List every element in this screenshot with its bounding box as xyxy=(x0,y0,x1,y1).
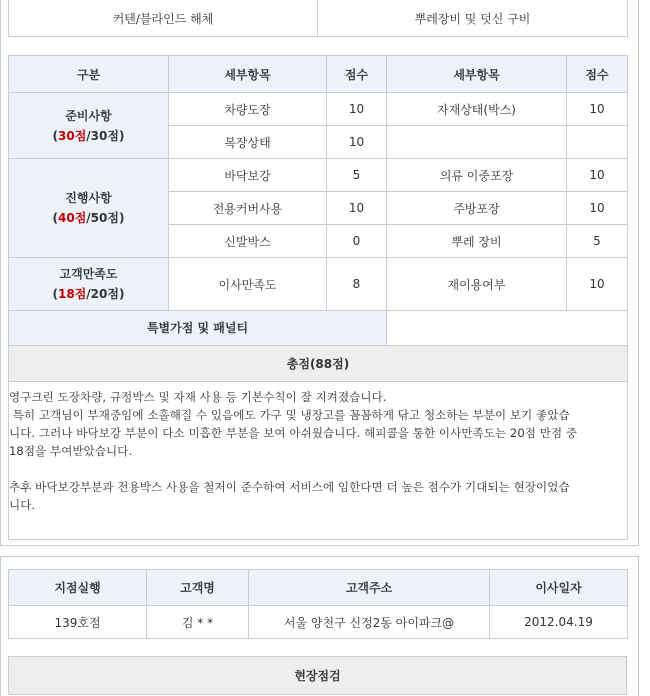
score-max: /20점 xyxy=(86,287,119,301)
score-cell: 10 xyxy=(567,258,628,311)
item-cell xyxy=(387,126,567,159)
comment-line: 추후 바닥보강부분과 전용박스 사용을 철저이 준수하여 서비스에 임한다면 더 높은 점수가 기대되는 현장이었습 xyxy=(9,480,570,494)
item-cell: 재이용여부 xyxy=(387,258,567,311)
item-cell: 복장상태 xyxy=(169,126,327,159)
item-cell: 뿌레 장비 xyxy=(387,225,567,258)
item-cell: 자재상태(박스) xyxy=(387,93,567,126)
checklist-item-equipment: 뿌레장비 및 덧신 구비 xyxy=(318,0,628,37)
header-score-2: 점수 xyxy=(567,56,628,93)
special-bonus-value xyxy=(387,311,628,346)
score-earned: 30점 xyxy=(58,128,87,143)
score-cell: 0 xyxy=(327,225,387,258)
category-title: 준비사항 xyxy=(65,108,112,123)
category-progress: 진행사항 (40점/50점) xyxy=(9,159,169,258)
score-cell: 10 xyxy=(567,93,628,126)
score-cell: 10 xyxy=(327,93,387,126)
table-row xyxy=(9,258,628,311)
comment-line: 영구크린 도장차량, 규정박스 및 자재 사용 등 기본수칙이 잘 지켜졌습니다. xyxy=(9,390,387,404)
branch-value: 139호점 xyxy=(9,606,147,639)
site-check-title: 현장점검 xyxy=(9,657,627,695)
date-value: 2012.04.19 xyxy=(490,606,628,639)
header-branch: 지점실행 xyxy=(9,570,147,606)
score-cell: 5 xyxy=(327,159,387,192)
category-satisfaction: 고객만족도 (18점/20점) xyxy=(9,258,169,311)
comment-line: 니다. 그러나 바닥보강 부분이 다소 미흡한 부분을 보여 아쉬웠습니다. 해피콜을 통한 이사만족도는 20점 만점 중 xyxy=(9,426,578,440)
score-table xyxy=(8,55,628,540)
item-cell: 주방포장 xyxy=(387,192,567,225)
score-cell: 8 xyxy=(327,258,387,311)
table-row xyxy=(9,159,628,192)
score-cell: 5 xyxy=(567,225,628,258)
item-cell: 의류 이중포장 xyxy=(387,159,567,192)
score-earned: 18점 xyxy=(58,287,87,301)
score-max: /30점 xyxy=(86,128,119,143)
header-item-2: 세부항목 xyxy=(387,56,567,93)
category-title: 고객만족도 xyxy=(59,267,118,281)
site-check-table xyxy=(8,656,627,695)
address-value: 서울 양천구 신정2동 아이파크@ xyxy=(249,606,490,639)
category-preparation: 준비사항 (30점/30점) xyxy=(9,93,169,159)
header-item-1: 세부항목 xyxy=(169,56,327,93)
score-cell: 10 xyxy=(327,192,387,225)
comment-line: 18점을 부여받았습니다. xyxy=(9,444,133,458)
score-cell: 10 xyxy=(567,159,628,192)
score-earned: 40점 xyxy=(58,211,87,225)
review-comment xyxy=(9,382,628,540)
comment-line: 니다. xyxy=(9,498,36,512)
table-row xyxy=(9,606,628,639)
header-category: 구분 xyxy=(9,56,169,93)
comment-line: 특히 고객님이 부재중임에 소홀해질 수 있음에도 가구 및 냉장고를 꼼꼼하게 닦고 청소하는 부분이 보기 좋았습 xyxy=(9,408,570,422)
special-bonus-label: 특별가점 및 패널티 xyxy=(9,311,387,346)
score-max: /50점 xyxy=(86,211,119,225)
score-cell: 10 xyxy=(327,126,387,159)
table-row xyxy=(9,93,628,126)
info-table xyxy=(8,569,628,639)
score-cell xyxy=(567,126,628,159)
score-cell: 10 xyxy=(567,192,628,225)
item-cell: 차량도장 xyxy=(169,93,327,126)
header-date: 이사일자 xyxy=(490,570,628,606)
total-score: 총점(88점) xyxy=(9,346,628,382)
customer-value: 김 * * xyxy=(147,606,249,639)
header-address: 고객주소 xyxy=(249,570,490,606)
header-score-1: 점수 xyxy=(327,56,387,93)
checklist-top-table xyxy=(8,0,628,37)
item-cell: 바닥보강 xyxy=(169,159,327,192)
header-customer: 고객명 xyxy=(147,570,249,606)
category-title: 진행사항 xyxy=(65,191,112,205)
item-cell: 신발박스 xyxy=(169,225,327,258)
checklist-item-curtain: 커텐/블라인드 해체 xyxy=(9,0,318,37)
item-cell: 전용커버사용 xyxy=(169,192,327,225)
item-cell: 이사만족도 xyxy=(169,258,327,311)
